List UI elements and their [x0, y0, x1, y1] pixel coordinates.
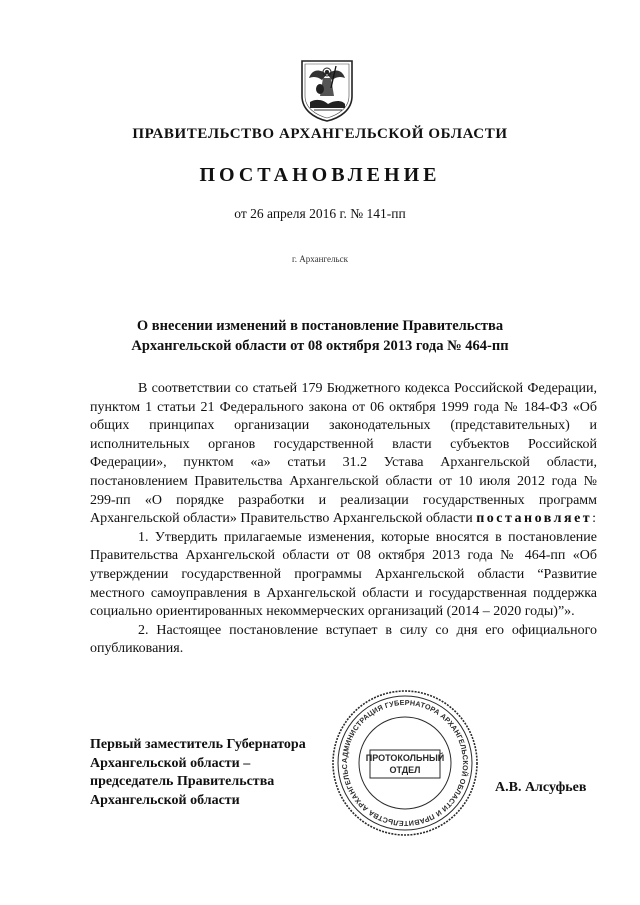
document-date-number: от 26 апреля 2016 г. № 141-пп — [234, 206, 406, 221]
government-title: ПРАВИТЕЛЬСТВО АРХАНГЕЛЬСКОЙ ОБЛАСТИ — [132, 126, 508, 142]
subject-line: О внесении изменений в постановление Правительства — [136, 318, 504, 334]
document-place: г. Архангельск — [292, 254, 348, 264]
stamp-center-line: ОТДЕЛ — [389, 765, 421, 775]
document-type: ПОСТАНОВЛЕНИЕ — [199, 164, 441, 186]
document-body — [90, 380, 597, 659]
preamble-paragraph — [90, 380, 597, 529]
decree-colon: : — [592, 511, 597, 527]
item-paragraph: 2. Настоящее постановление вступает в силу со дня его официального опубликования. — [90, 622, 597, 657]
decree-word: постановляет — [476, 511, 593, 527]
item-paragraph: 1. Утвердить прилагаемые изменения, которые вносятся в постановление Правительства Архангельской области от 08 октября 2013 года № 464-пп «Об утверждении государственной программы Архангельской области “Развитие местного самоуправления в Архангельской области и государственная поддержка социально ориентированных некоммерческих организаций (2014 – 2020 годы)”». — [90, 529, 597, 620]
document-subject — [100, 316, 540, 356]
preamble-text: В соответствии со статьей 179 Бюджетного кодекса Российской Федерации, пунктом 1 статьи 21 Федерального закона от 06 октября 1999 года № 184-ФЗ «Об общих принципах организации законодательных (представительных) и исполнительных органов государственной власти субъектов Российской Федерации», пунктом «а» статьи 31.2 Устава Архангельской области, постановлением Правительства Архангельской области от 10 июля 2012 года № 299-пп «О порядке разработки и реализации государственных программ Архангельской области» Правительство Архангельской области — [90, 381, 597, 527]
signer-title — [90, 736, 350, 810]
coat-of-arms-icon — [298, 58, 356, 122]
signer-title-line: Первый заместитель Губернатора — [90, 737, 306, 752]
signer-title-line: председатель Правительства — [90, 774, 275, 789]
signer-title-line: Архангельской области – — [90, 755, 251, 771]
subject-line: Архангельской области от 08 октября 2013 года № 464-пп — [131, 338, 509, 354]
official-stamp — [330, 688, 480, 838]
signer-title-line: Архангельской области — [90, 792, 240, 808]
stamp-center-line: ПРОТОКОЛЬНЫЙ — [365, 753, 445, 763]
stamp-ring-text: АДМИНИСТРАЦИЯ ГУБЕРНАТОРА АРХАНГЕЛЬСКОЙ ОБЛАСТИ И ПРАВИТЕЛЬСТВА АРХАНГЕЛЬС — [339, 697, 471, 829]
signer-name: А.В. Алсуфьев — [495, 780, 587, 795]
